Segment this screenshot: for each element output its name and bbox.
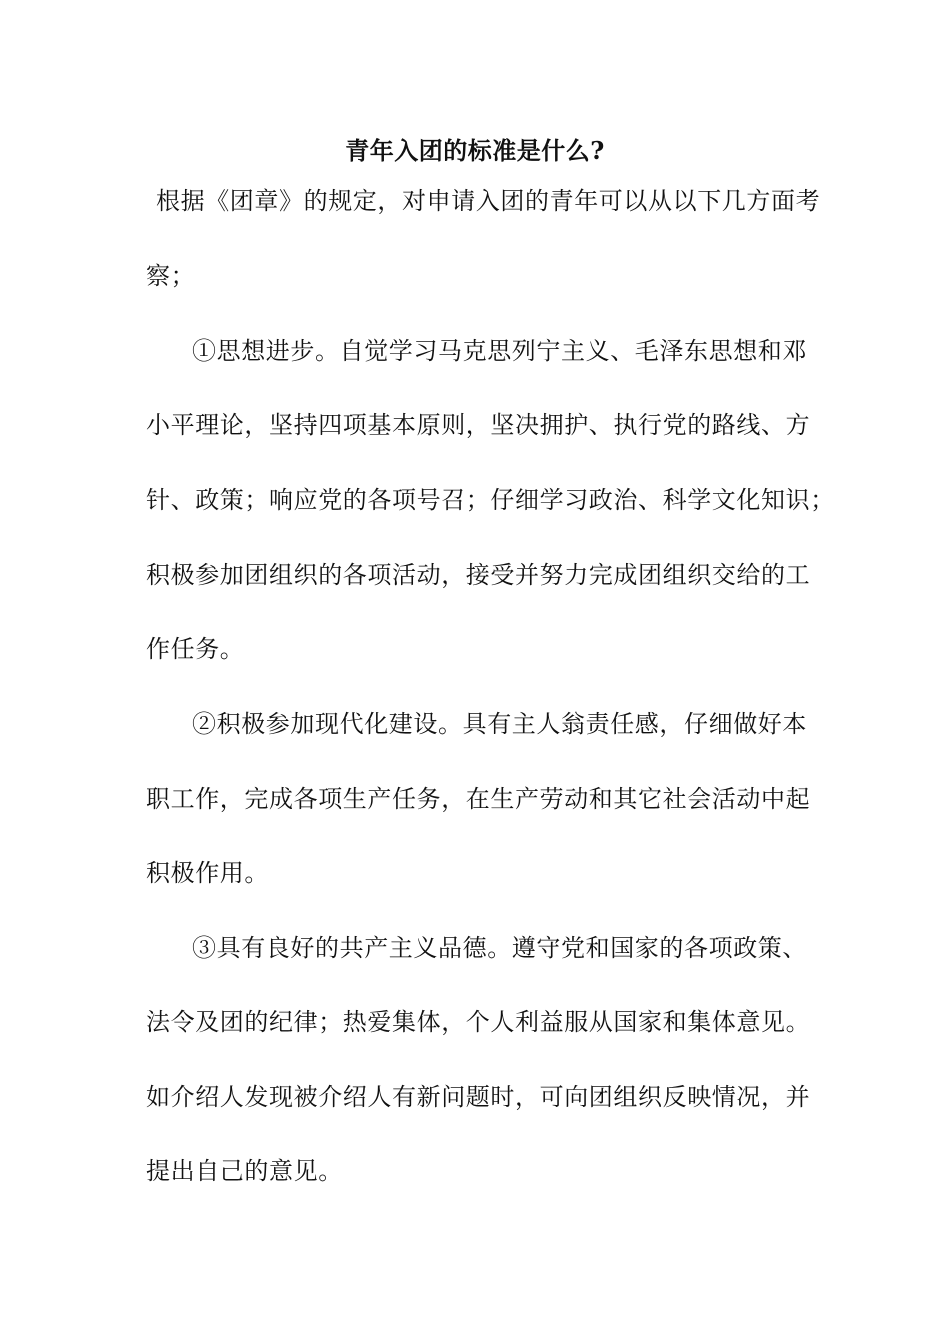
paragraph-2-line-2: 职工作，完成各项生产任务，在生产劳动和其它社会活动中起 [146,785,811,813]
paragraph-2-line-1: ②积极参加现代化建设。具有主人翁责任感，仔细做好本 [192,710,807,738]
paragraph-3-line-3: 如介绍人发现被介绍人有新问题时，可向团组织反映情况，并 [146,1083,811,1111]
paragraph-3-line-1: ③具有良好的共产主义品德。遵守党和国家的各项政策、 [192,934,807,962]
paragraph-3-line-2: 法令及团的纪律；热爱集体，个人利益服从国家和集体意见。 [146,1008,811,1036]
paragraph-1-line-3: 针、政策；响应党的各项号召；仔细学习政治、科学文化知识； [146,486,835,514]
document-title: 青年入团的标准是什么? [345,136,605,165]
paragraph-1-line-2: 小平理论，坚持四项基本原则，坚决拥护、执行党的路线、方 [146,411,811,439]
paragraph-intro-line-2: 察； [146,262,196,290]
paragraph-1-line-1: ①思想进步。自觉学习马克思列宁主义、毛泽东思想和邓 [192,337,807,365]
paragraph-2-line-3: 积极作用。 [146,859,269,887]
paragraph-intro-line-1: 根据《团章》的规定，对申请入团的青年可以从以下几方面考 [156,187,821,215]
paragraph-1-line-5: 作任务。 [146,635,245,663]
paragraph-3-line-4: 提出自己的意见。 [146,1157,343,1185]
paragraph-1-line-4: 积极参加团组织的各项活动，接受并努力完成团组织交给的工 [146,561,811,589]
